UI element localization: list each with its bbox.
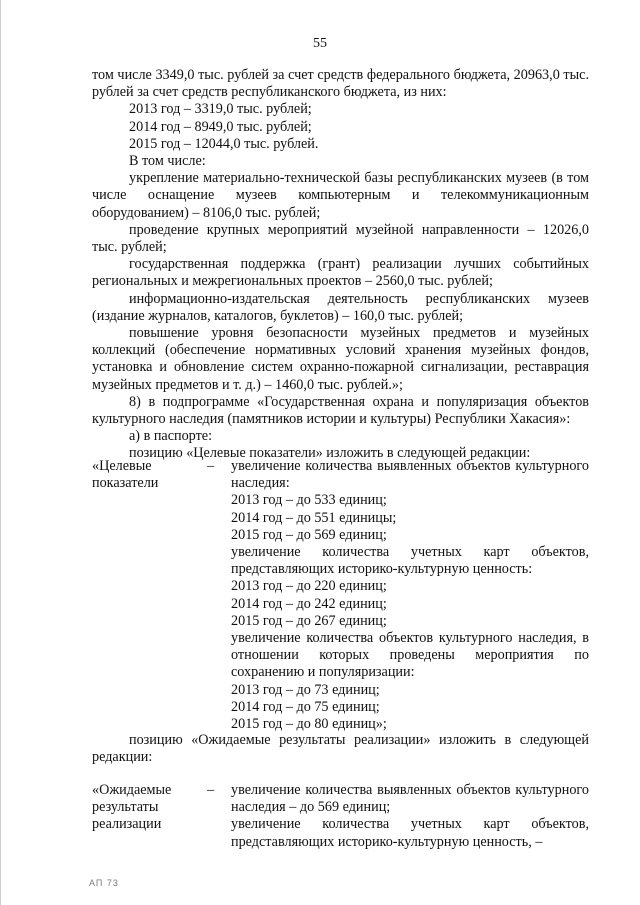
results-term: «Ожидаемые результаты реализации [92,782,172,833]
year-2013-amount: 2013 год – 3319,0 тыс. рублей; [129,101,312,118]
results-definition [92,782,589,851]
target-b-2014: 2014 год – до 242 единиц; [231,595,387,612]
target-a-2014: 2014 год – до 551 единицы; [231,509,397,526]
targets-definition [92,458,589,733]
paragraph-passport: а) в паспорте: [129,428,213,445]
paragraph-major-events: проведение крупных мероприятий музейной направленности – 12026,0 тыс. рублей; [92,221,589,256]
results-dash: – [207,782,215,798]
target-record-cards: увеличение количества учетных карт объектов, представляющих историко-культурную ценность: [231,544,589,578]
results-intro-block [92,732,589,766]
body-text [92,67,589,463]
targets-row [92,458,589,733]
targets-term: «Целевые показатели [92,458,159,492]
result-record-cards: увеличение количества учетных карт объектов, представляющих историко-культурную ценность, – [231,816,589,850]
page-edge [0,0,1,905]
target-detected-objects: увеличение количества выявленных объектов культурного наследия: [231,458,589,492]
paragraph-targets-intro: позицию «Целевые показатели» изложить в следующей редакции: [129,445,531,462]
intro-paragraph: том числе 3349,0 тыс. рублей за счет средств федерального бюджета, 20963,0 тыс. рублей за счет средств республиканского бюджета, из них: [92,67,589,101]
results-row [92,782,589,851]
paragraph-grant-support: государственная поддержка (грант) реализации лучших событийных региональных и межрегиональных проектов – 2560,0 тыс. рублей; [92,256,589,290]
target-a-2015: 2015 год – до 569 единиц; [231,526,387,543]
footer-code: АП 73 [89,878,119,888]
page-number: 55 [313,36,327,51]
results-body [231,782,589,851]
target-b-2013: 2013 год – до 220 единиц; [231,578,387,595]
year-2014-amount: 2014 год – 8949,0 тыс. рублей; [129,118,312,135]
targets-body [231,458,589,733]
target-b-2015: 2015 год – до 267 единиц; [231,612,387,629]
paragraph-publishing: информационно-издательская деятельность республиканских музеев (издание журналов, каталогов, буклетов) – 160,0 тыс. рублей; [92,290,589,324]
target-c-2014: 2014 год – до 75 единиц; [231,698,380,715]
targets-dash: – [207,458,215,474]
paragraph-museum-equipment: укрепление материально-технической базы республиканских музеев (в том числе оснащение музеев компьютерным и телекоммуникационным оборудованием) – 8106,0 тыс. рублей; [92,170,589,221]
result-detected-objects: увеличение количества выявленных объектов культурного наследия – до 569 единиц; [231,782,589,816]
year-2015-amount: 2015 год – 12044,0 тыс. рублей. [129,135,319,152]
target-a-2013: 2013 год – до 533 единиц; [231,492,387,509]
in-that-number: В том числе: [129,153,206,170]
paragraph-results-intro: позицию «Ожидаемые результаты реализации» изложить в следующей редакции: [92,732,589,766]
paragraph-security: повышение уровня безопасности музейных предметов и музейных коллекций (обеспечение нормативных условий хранения музейных фондов, установка и обновление систем охранно-пожарной сигнализации, реставрация музейных предметов и т. д.) – 1460,0 тыс. рублей.»; [92,325,589,393]
paragraph-subprogram: 8) в подпрограмме «Государственная охрана и популяризация объектов культурного наследия (памятников истории и культуры) Республики Хакасия»: [92,393,589,428]
target-c-2015: 2015 год – до 80 единиц»; [231,716,387,733]
target-c-2013: 2013 год – до 73 единиц; [231,681,380,698]
target-preserved-objects: увеличение количества объектов культурного наследия, в отношении которых проведены мероприятия по сохранению и популяризации: [231,630,589,681]
